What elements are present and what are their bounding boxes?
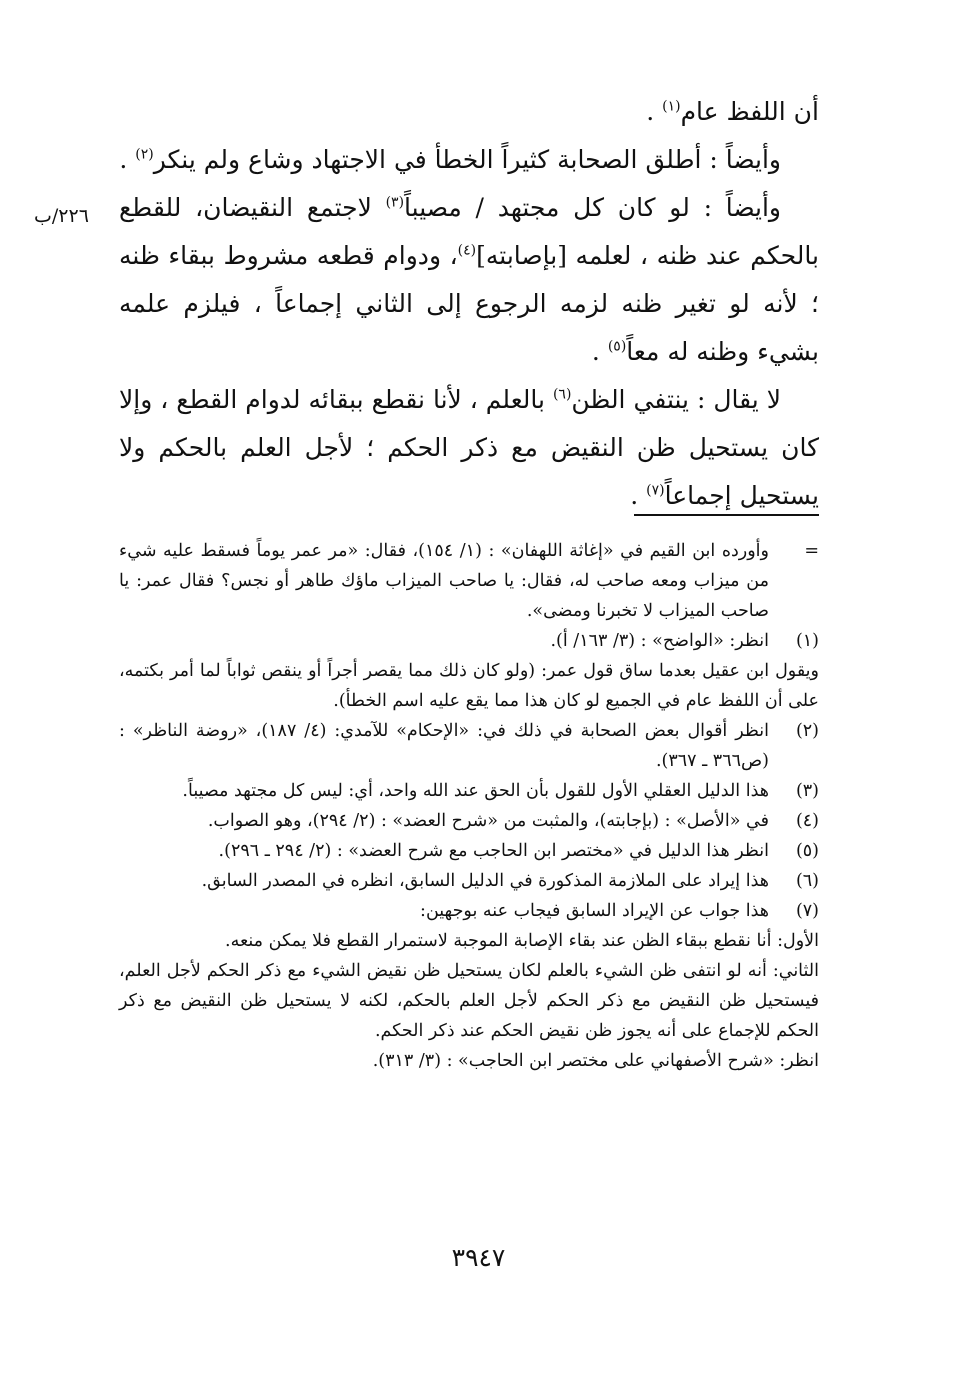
footnote-marker: (٧) (795, 901, 819, 921)
paragraph-2-end: . (119, 145, 136, 174)
footnote-marker: (١) (795, 631, 819, 651)
paragraph-2 (119, 136, 819, 184)
footnote-1 (119, 626, 819, 656)
footnote-text: هذا جواب عن الإيراد السابق فيجاب عنه بوجهين: (420, 901, 769, 921)
footnote-text: في «الأصل» : (بإجابته)، والمثبت من «شرح العضد» : (٢/ ٢٩٤)، وهو الصواب. (207, 811, 769, 831)
paragraph-3-text-a: وأيضاً : لو كان كل مجتهد / مصيباً (404, 193, 781, 222)
footnote-1-continuation: ويقول ابن عقيل بعدما ساق قول عمر: (ولو كان ذلك مما يقصر أجراً أو ينقص ثواباً لما أمر بكتمه، على أن اللفظ عام في الجميع لو كان هذا مما يقع عليه اسم الخطأ). (119, 661, 819, 711)
footnote-text: انظر: «الواضح» : (٣/ ١٦٣/ أ). (550, 631, 769, 651)
footnote-separator (634, 514, 819, 516)
footnote-6 (119, 866, 819, 896)
page-number: ٣٩٤٧ (451, 1243, 506, 1272)
footnote-ref-1[interactable]: (١) (662, 98, 681, 115)
paragraph-1 (119, 88, 819, 136)
footnote-marker: = (804, 541, 819, 561)
footnote-marker: (٤) (795, 811, 819, 831)
paragraph-3 (119, 184, 819, 376)
footnote-3 (119, 776, 819, 806)
footnotes-section (119, 536, 819, 1076)
footnote-continuation (119, 536, 819, 626)
footnote-text: انظر هذا الدليل في «مختصر ابن الحاجب مع شرح العضد» : (٢/ ٢٩٤ ـ ٢٩٦). (218, 841, 769, 861)
manuscript-folio-note: ٢٢٦/ب (34, 205, 89, 227)
paragraph-4-text-a: لا يقال : ينتفي الظن (571, 385, 781, 414)
footnote-7 (119, 896, 819, 926)
paragraph-4 (119, 376, 819, 520)
footnote-marker: (٣) (795, 781, 819, 801)
footnote-7-first-point: الأول: أنا نقطع ببقاء الظن عند بقاء الإصابة الموجبة لاستمرار القطع فلا يمكن منعه. (225, 931, 819, 951)
footnote-ref-3[interactable]: (٣) (385, 194, 405, 211)
footnote-marker: (٦) (795, 871, 819, 891)
footnote-text: هذا الدليل العقلي الأول للقول بأن الحق عند الله واحد، أي: ليس كل مجتهد مصيباً. (182, 781, 769, 801)
paragraph-3-text-c: ، ودوام قطعه مشروط ببقاء ظنه ؛ لأنه لو تغير ظنه لزمه الرجوع إلى الثاني إجماعاً ، فيلزم علمه بشيء وظنه له معاً (119, 241, 819, 366)
footnote-text: هذا إيراد على الملازمة المذكورة في الدليل السابق، انظره في المصدر السابق. (201, 871, 769, 891)
footnote-ref-7[interactable]: (٧) (646, 482, 665, 499)
footnote-5 (119, 836, 819, 866)
footnote-ref-6[interactable]: (٦) (552, 386, 572, 403)
paragraph-4-end: . (630, 481, 647, 510)
paragraph-1-end: . (646, 97, 663, 126)
footnote-7-second-point: الثاني: أنه لو انتفى ظن الشيء بالعلم لكان يستحيل ظن نقيض الشيء مع ذكر الحكم لأجل العلم، فيستحيل ظن النقيض مع ذكر الحكم لأجل العلم بالحكم، لكنه لا يستحيل ظن النقيض مع ذكر الحكم للإجماع على أنه يجوز ظن نقيض الحكم عند ذكر الحكم. (119, 961, 819, 1041)
paragraph-2-text: وأيضاً : أطلق الصحابة كثيراً الخطأ في الاجتهاد وشاع ولم ينكر (153, 145, 781, 174)
paragraph-3-text-b: لاجتمع النقيضان، للقطع بالحكم عند ظنه ، لعلمه [بإصابته] (119, 193, 819, 270)
footnote-ref-2[interactable]: (٢) (135, 146, 154, 163)
footnote-text: وأورده ابن القيم في «إغاثة اللهفان» : (١/ ١٥٤)، فقال: «مر عمر يوماً فسقط عليه شيء من ميزاب ومعه صاحب له، فقال: يا صاحب الميزاب ماؤك طاهر أو نجس؟ فقال عمر: يا صاحب الميزاب لا تخبرنا ومضى». (119, 541, 769, 621)
footnote-7-reference: انظر: «شرح الأصفهاني على مختصر ابن الحاجب» : (٣/ ٣١٣). (372, 1051, 819, 1071)
footnote-text: انظر أقوال بعض الصحابة في ذلك في: «الإحكام» للآمدي: (٤/ ١٨٧)، «روضة الناظر» : (ص٣٦٦ ـ ٣٦٧). (119, 721, 769, 771)
footnote-ref-5[interactable]: (٥) (607, 338, 627, 355)
paragraph-3-end: . (591, 337, 608, 366)
paragraph-4-text-b: بالعلم ، لأنا نقطع ببقائه لدوام القطع ، وإلا كان يستحيل ظن النقيض مع ذكر الحكم ؛ لأجل العلم بالحكم ولا يستحيل إجماعاً (119, 385, 819, 510)
footnote-marker: (٢) (795, 721, 819, 741)
footnote-ref-4[interactable]: (٤) (457, 242, 477, 259)
paragraph-1-text: أن اللفظ عام (680, 97, 819, 126)
footnote-marker: (٥) (795, 841, 819, 861)
main-text (119, 88, 819, 520)
footnote-2 (119, 716, 819, 776)
footnote-4 (119, 806, 819, 836)
